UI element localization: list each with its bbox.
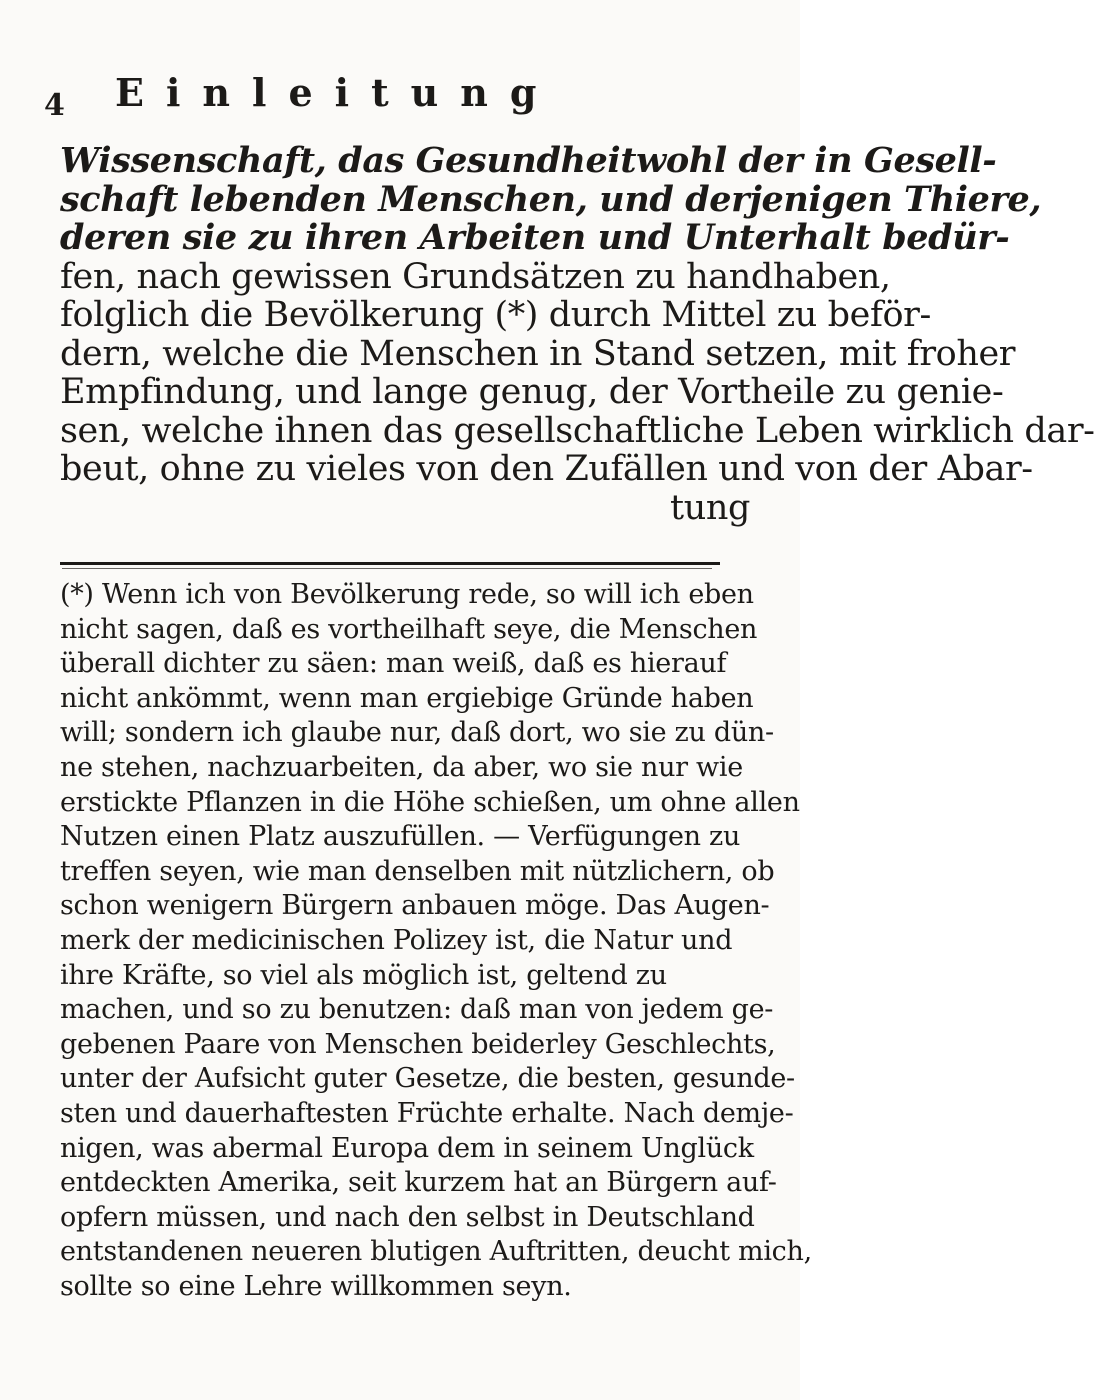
footnote-block [60,578,812,1304]
main-text-block [60,140,1095,528]
footnote-line: nicht sagen, daß es vortheilhaft seye, die Menschen [60,613,758,645]
footnote-line: entdeckten Amerika, seit kurzem hat an Bürgern auf- [60,1167,777,1199]
footnote-line: entstandenen neueren blutigen Auftritten, deucht mich, [60,1236,812,1268]
main-text-line: sen, welche ihnen das gesellschaftliche Leben wirklich dar- [60,410,1095,451]
footnote-line: schon wenigern Bürgern anbauen möge. Das Augen- [60,890,770,922]
footnote-separator-thin [62,568,712,569]
footnote-line: ne stehen, nachzuarbeiten, da aber, wo sie nur wie [60,751,743,783]
main-text-line: folglich die Bevölkerung (*) durch Mittel zu beför- [60,295,931,335]
footnote-line: opfern müssen, und nach den selbst in Deutschland [60,1201,755,1233]
footnote-line: ihre Kräfte, so viel als möglich ist, geltend zu [60,959,667,991]
main-text-catchword: tung [670,487,750,528]
footnote-line: gebenen Paare von Menschen beiderley Geschlechts, [60,1028,776,1060]
footnote-line: treffen seyen, wie man denselben mit nützlichern, ob [60,855,775,887]
footnote-separator [60,562,720,565]
main-text-line: Wissenschaft, das Gesundheitwohl der in Gesell- [60,140,997,181]
main-text-line: dern, welche die Menschen in Stand setzen, mit froher [60,333,1016,374]
main-text-line: fen, nach gewissen Grundsätzen zu handhaben, [60,256,891,297]
footnote-line: sollte so eine Lehre willkommen seyn. [60,1270,572,1302]
footnote-line: erstickte Pflanzen in die Höhe schießen, um ohne allen [60,786,800,818]
footnote-line: unter der Aufsicht guter Gesetze, die besten, gesunde- [60,1063,795,1095]
footnote-line: Nutzen einen Platz auszufüllen. — Verfügungen zu [60,821,741,853]
main-text-line: schaft lebenden Menschen, und derjenigen Thiere, [60,178,1042,220]
footnote-line: will; sondern ich glaube nur, daß dort, wo sie zu dün- [60,717,774,749]
footnote-line: nigen, was abermal Europa dem in seinem Unglück [60,1132,754,1164]
footnote-line: überall dichter zu säen: man weiß, daß es hierauf [60,648,727,680]
footnote-line: merk der medicinischen Polizey ist, die Natur und [60,924,733,956]
footnote-line: (*) Wenn ich von Bevölkerung rede, so will ich eben [60,579,754,610]
footnote-line: machen, und so zu benutzen: daß man von jedem ge- [60,994,774,1026]
running-head: Einleitung [115,70,559,115]
footnote-line: nicht ankömmt, wenn man ergiebige Gründe haben [60,682,754,714]
page-number: 4 [44,88,66,123]
main-text-line: Empfindung, und lange genug, der Vortheile zu genie- [60,372,1004,412]
main-text-line: beut, ohne zu vieles von den Zufällen und von der Abar- [60,449,1033,489]
main-text-line: deren sie zu ihren Arbeiten und Unterhalt bedür- [60,217,1010,258]
footnote-line: sten und dauerhaftesten Früchte erhalte. Nach demje- [60,1097,794,1129]
